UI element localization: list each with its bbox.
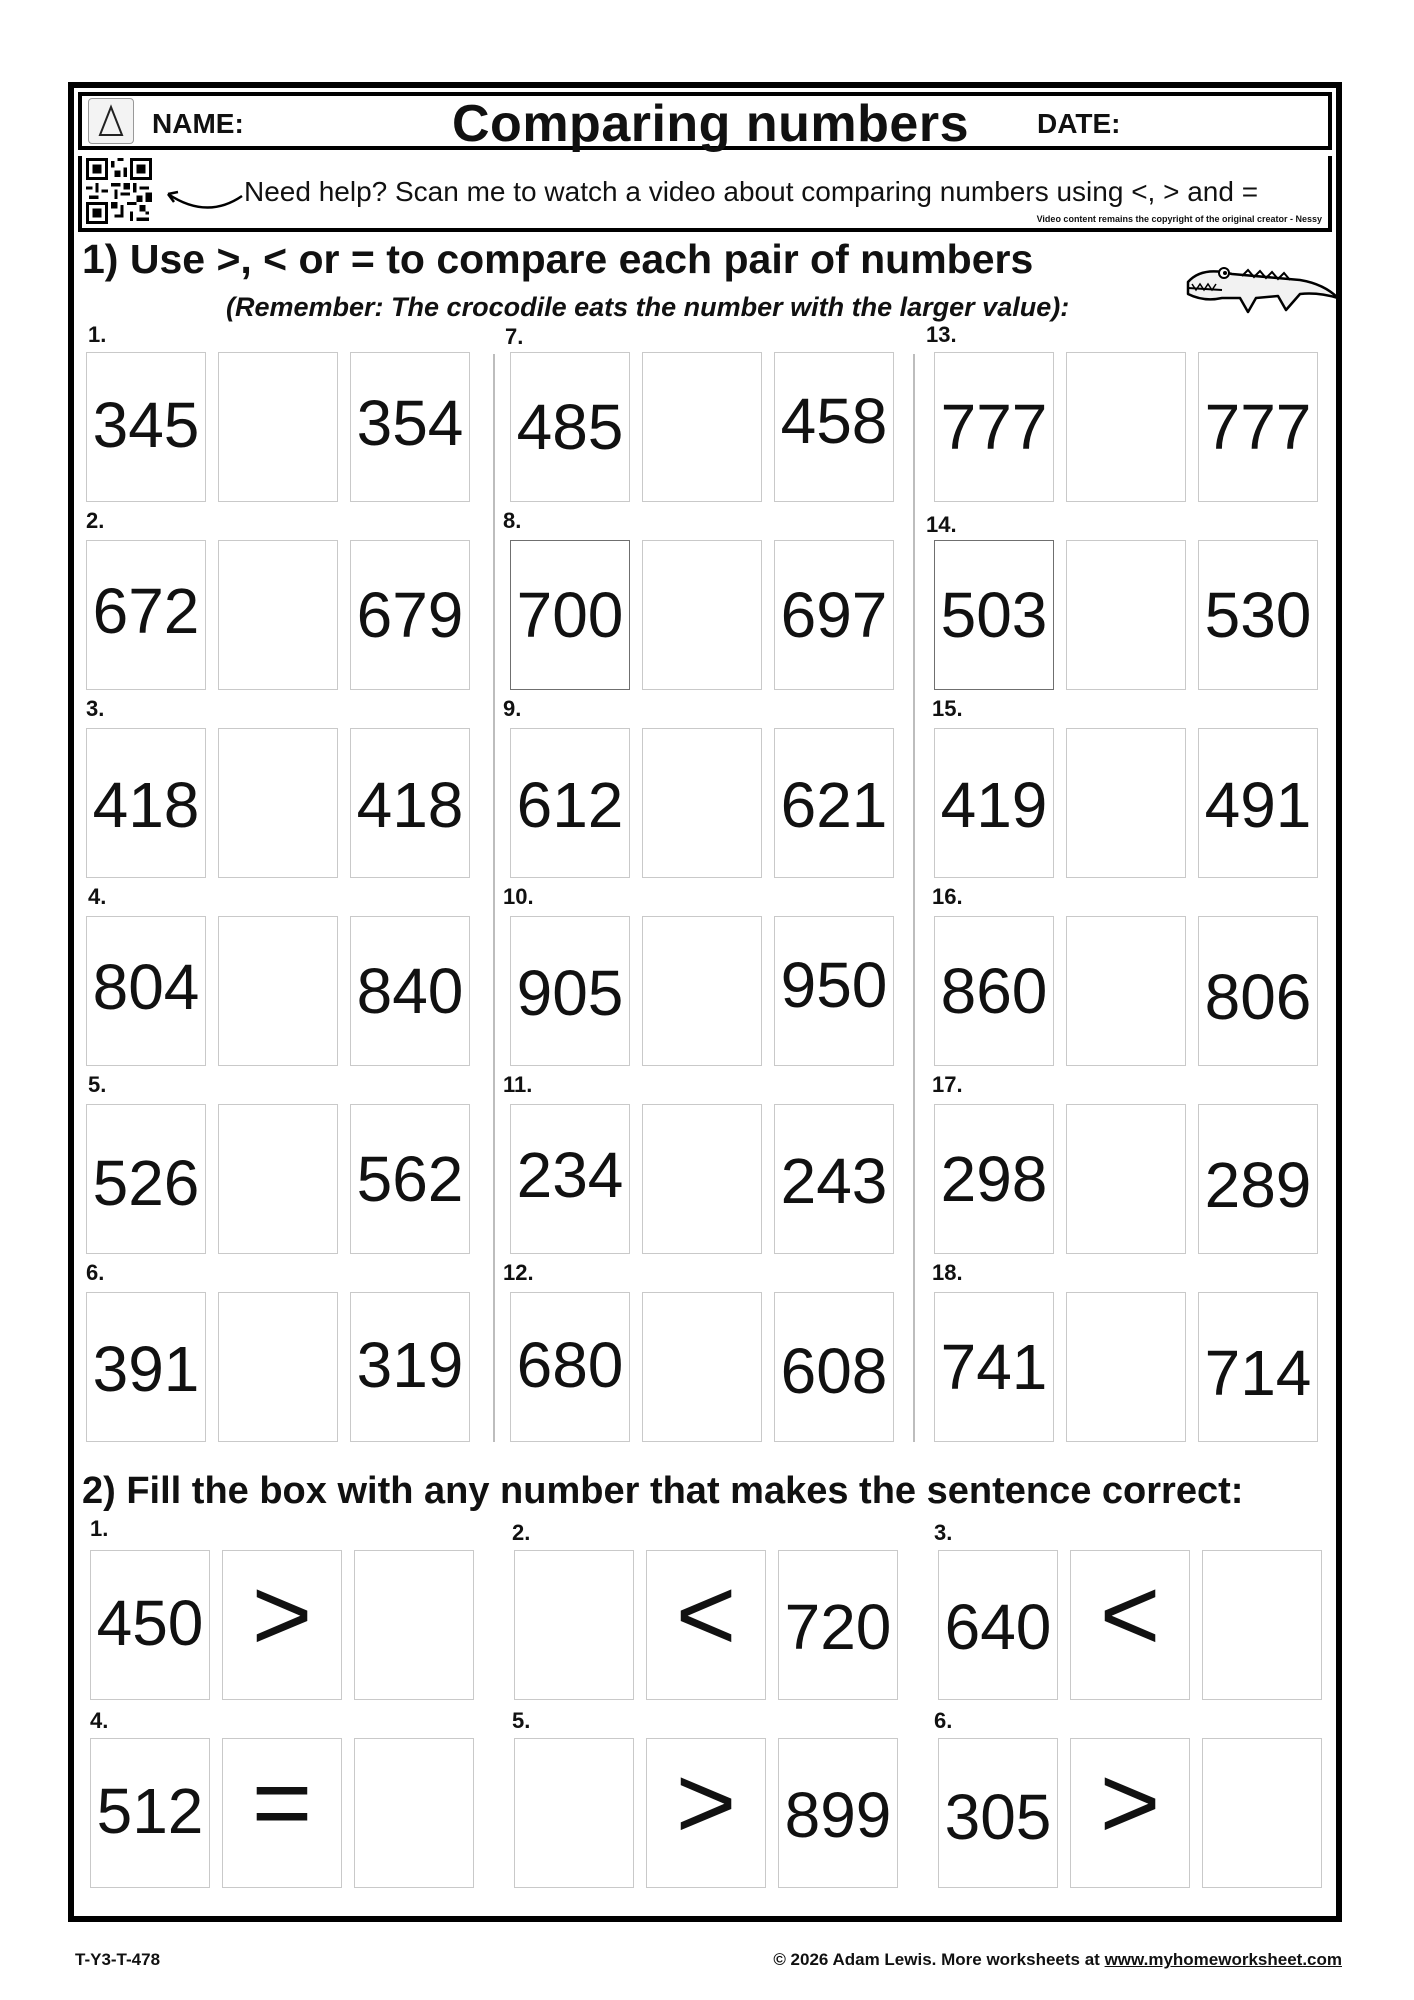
right-number: 697 bbox=[780, 579, 888, 651]
right-number: 608 bbox=[780, 1335, 888, 1407]
right-number: 491 bbox=[1204, 769, 1312, 841]
answer-box[interactable] bbox=[1066, 1104, 1186, 1254]
right-number-box bbox=[350, 1292, 470, 1442]
answer-box[interactable] bbox=[642, 916, 762, 1066]
left-number-box bbox=[86, 1292, 206, 1442]
answer-box[interactable] bbox=[514, 1550, 634, 1700]
right-number: 714 bbox=[1204, 1337, 1312, 1409]
left-number-box bbox=[938, 1738, 1058, 1888]
problem-number: 4. bbox=[88, 884, 107, 909]
footer-copyright bbox=[773, 1950, 1342, 1970]
left-number-box bbox=[510, 1104, 630, 1254]
left-number-box bbox=[510, 540, 630, 690]
answer-box[interactable] bbox=[642, 1292, 762, 1442]
problem-number: 13. bbox=[926, 322, 957, 347]
crocodile-icon bbox=[1182, 258, 1342, 318]
left-number: 640 bbox=[944, 1591, 1052, 1663]
date-label: DATE: bbox=[1037, 108, 1121, 139]
left-number-box bbox=[510, 916, 630, 1066]
answer-box[interactable] bbox=[1202, 1738, 1322, 1888]
left-number-box bbox=[90, 1738, 210, 1888]
right-number-box bbox=[778, 1550, 898, 1700]
right-number: 679 bbox=[356, 579, 464, 651]
problem-number: 9. bbox=[503, 696, 522, 721]
column-divider bbox=[493, 354, 495, 1442]
right-number-box bbox=[350, 540, 470, 690]
problem-number: 11. bbox=[503, 1072, 533, 1097]
answer-box[interactable] bbox=[642, 540, 762, 690]
left-number-box bbox=[510, 1292, 630, 1442]
right-number: 354 bbox=[356, 387, 464, 459]
answer-box[interactable] bbox=[642, 1104, 762, 1254]
right-number-box bbox=[774, 728, 894, 878]
problem-number: 8. bbox=[503, 508, 522, 533]
answer-box[interactable] bbox=[1202, 1550, 1322, 1700]
answer-box[interactable] bbox=[1066, 728, 1186, 878]
left-number: 345 bbox=[92, 389, 200, 461]
right-number: 621 bbox=[780, 769, 888, 841]
left-number: 391 bbox=[92, 1333, 200, 1405]
right-number-box bbox=[774, 1292, 894, 1442]
right-number-box bbox=[774, 916, 894, 1066]
left-number-box bbox=[86, 916, 206, 1066]
left-number-box bbox=[86, 540, 206, 690]
left-number-box bbox=[934, 916, 1054, 1066]
problem-number: 10. bbox=[503, 884, 534, 909]
answer-box[interactable] bbox=[642, 352, 762, 502]
problem-number: 16. bbox=[932, 884, 963, 909]
column-divider bbox=[913, 354, 915, 1442]
left-number: 612 bbox=[516, 769, 624, 841]
right-number: 840 bbox=[356, 955, 464, 1027]
left-number-box bbox=[934, 1104, 1054, 1254]
answer-box[interactable] bbox=[354, 1738, 474, 1888]
left-number-box bbox=[510, 352, 630, 502]
right-number: 899 bbox=[784, 1779, 892, 1851]
right-number-box bbox=[350, 728, 470, 878]
problem-number: 3. bbox=[86, 696, 105, 721]
answer-box[interactable] bbox=[642, 728, 762, 878]
problem-number: 3. bbox=[934, 1520, 953, 1545]
right-number: 562 bbox=[356, 1143, 464, 1215]
comparison-symbol: > bbox=[251, 1557, 313, 1673]
name-label: NAME: bbox=[152, 108, 244, 139]
left-number: 777 bbox=[940, 391, 1048, 463]
problem-number: 5. bbox=[512, 1708, 531, 1733]
left-number-box bbox=[934, 728, 1054, 878]
right-number: 458 bbox=[780, 385, 888, 457]
answer-box[interactable] bbox=[218, 916, 338, 1066]
answer-box[interactable] bbox=[218, 540, 338, 690]
answer-box[interactable] bbox=[218, 728, 338, 878]
right-number-box bbox=[778, 1738, 898, 1888]
right-number-box bbox=[774, 352, 894, 502]
right-number: 418 bbox=[356, 769, 464, 841]
right-number-box bbox=[350, 352, 470, 502]
section1-title: 1) Use >, < or = to compare each pair of numbers bbox=[82, 236, 1034, 282]
worksheet-code: T-Y3-T-478 bbox=[75, 1950, 161, 1969]
left-number-box bbox=[86, 728, 206, 878]
curved-arrow-icon bbox=[152, 176, 244, 216]
right-number: 806 bbox=[1204, 961, 1312, 1033]
left-number: 512 bbox=[96, 1775, 204, 1847]
comparison-symbol: = bbox=[251, 1745, 313, 1861]
right-number: 530 bbox=[1204, 579, 1312, 651]
right-number-box bbox=[1198, 728, 1318, 878]
answer-box[interactable] bbox=[1066, 352, 1186, 502]
header-bar bbox=[78, 92, 1332, 153]
left-number-box bbox=[934, 1292, 1054, 1442]
right-number-box bbox=[774, 540, 894, 690]
left-number: 450 bbox=[96, 1587, 204, 1659]
help-text: Need help? Scan me to watch a video about comparing numbers using <, > and = bbox=[244, 176, 1259, 207]
left-number: 700 bbox=[516, 579, 624, 651]
right-number-box bbox=[350, 1104, 470, 1254]
left-number: 804 bbox=[92, 951, 200, 1023]
problem-number: 4. bbox=[90, 1708, 109, 1733]
right-number: 777 bbox=[1204, 391, 1312, 463]
right-number-box bbox=[1198, 1104, 1318, 1254]
section2-title: 2) Fill the box with any number that makes the sentence correct: bbox=[82, 1470, 1244, 1512]
problem-number: 14. bbox=[926, 512, 957, 537]
left-number: 418 bbox=[92, 769, 200, 841]
website-link[interactable]: www.myhomeworksheet.com bbox=[1104, 1950, 1342, 1969]
symbol-box bbox=[222, 1738, 342, 1888]
left-number-box bbox=[90, 1550, 210, 1700]
left-number: 905 bbox=[516, 957, 624, 1029]
problem-number: 5. bbox=[88, 1072, 107, 1097]
problem-number: 1. bbox=[90, 1516, 109, 1541]
symbol-box bbox=[646, 1550, 766, 1700]
left-number: 672 bbox=[92, 575, 200, 647]
problem-number: 12. bbox=[503, 1260, 534, 1285]
logo-icon bbox=[88, 98, 134, 144]
page-title: Comparing numbers bbox=[452, 95, 969, 153]
left-number: 298 bbox=[940, 1143, 1048, 1215]
problem-number: 1. bbox=[88, 322, 107, 347]
left-number: 485 bbox=[516, 391, 624, 463]
problem-number: 6. bbox=[86, 1260, 105, 1285]
left-number: 234 bbox=[516, 1139, 624, 1211]
answer-box[interactable] bbox=[218, 352, 338, 502]
right-number-box bbox=[1198, 916, 1318, 1066]
qr-code-icon[interactable] bbox=[86, 158, 152, 224]
comparison-symbol: < bbox=[1099, 1557, 1161, 1673]
footer-copyright-text: © 2026 Adam Lewis. More worksheets at bbox=[773, 1950, 1105, 1969]
answer-box[interactable] bbox=[354, 1550, 474, 1700]
left-number: 680 bbox=[516, 1329, 624, 1401]
left-number: 860 bbox=[940, 955, 1048, 1027]
answer-box[interactable] bbox=[218, 1104, 338, 1254]
comparison-symbol: > bbox=[675, 1745, 737, 1861]
right-number-box bbox=[1198, 352, 1318, 502]
answer-box[interactable] bbox=[514, 1738, 634, 1888]
symbol-box bbox=[1070, 1738, 1190, 1888]
comparison-symbol: > bbox=[1099, 1745, 1161, 1861]
problem-number: 15. bbox=[932, 696, 963, 721]
right-number: 950 bbox=[780, 949, 888, 1021]
help-bar bbox=[78, 156, 1332, 232]
left-number-box bbox=[86, 1104, 206, 1254]
problem-number: 2. bbox=[512, 1520, 531, 1545]
left-number-box bbox=[938, 1550, 1058, 1700]
problem-number: 2. bbox=[86, 508, 105, 533]
answer-box[interactable] bbox=[218, 1292, 338, 1442]
left-number: 305 bbox=[944, 1781, 1052, 1853]
symbol-box bbox=[222, 1550, 342, 1700]
right-number-box bbox=[350, 916, 470, 1066]
right-number-box bbox=[774, 1104, 894, 1254]
left-number-box bbox=[86, 352, 206, 502]
right-number: 243 bbox=[780, 1145, 888, 1217]
answer-box[interactable] bbox=[1066, 540, 1186, 690]
right-number: 720 bbox=[784, 1591, 892, 1663]
left-number: 526 bbox=[92, 1147, 200, 1219]
problem-number: 17. bbox=[932, 1072, 963, 1097]
left-number-box bbox=[934, 540, 1054, 690]
left-number-box bbox=[934, 352, 1054, 502]
symbol-box bbox=[646, 1738, 766, 1888]
section1-subtitle: (Remember: The crocodile eats the number with the larger value): bbox=[226, 292, 1070, 322]
left-number: 503 bbox=[940, 579, 1048, 651]
symbol-box bbox=[1070, 1550, 1190, 1700]
right-number: 289 bbox=[1204, 1149, 1312, 1221]
right-number-box bbox=[1198, 540, 1318, 690]
answer-box[interactable] bbox=[1066, 916, 1186, 1066]
left-number-box bbox=[510, 728, 630, 878]
left-number: 419 bbox=[940, 769, 1048, 841]
left-number: 741 bbox=[940, 1331, 1048, 1403]
right-number: 319 bbox=[356, 1329, 464, 1401]
problem-number: 7. bbox=[505, 324, 524, 349]
right-number-box bbox=[1198, 1292, 1318, 1442]
problem-number: 18. bbox=[932, 1260, 963, 1285]
answer-box[interactable] bbox=[1066, 1292, 1186, 1442]
problem-number: 6. bbox=[934, 1708, 953, 1733]
video-copyright: Video content remains the copyright of the original creator - Nessy bbox=[1036, 214, 1322, 224]
comparison-symbol: < bbox=[675, 1557, 737, 1673]
